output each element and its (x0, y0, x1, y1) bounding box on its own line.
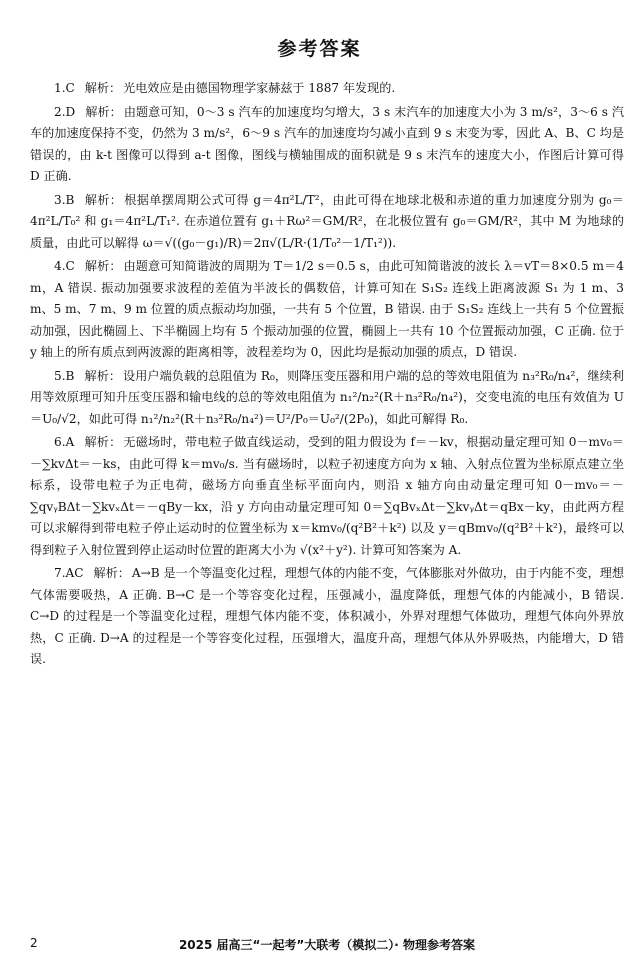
answer-choice: 1.C (54, 81, 75, 95)
analysis-label: 解析： (85, 104, 122, 119)
answer-choice: 2.D (54, 104, 76, 119)
analysis-text: 由题意可知，0～3 s 汽车的加速度均匀增大，3 s 末汽车的加速度大小为 3 m/s²，3～6 s 汽车的加速度保持不变，仍然为 3 m/s²，6～9 s 汽车的加速度均匀减小直到 9 s 末变为零，因此 A、B、C 均是错误的，由 k-t 图像可以得到 a-t 图像，图线与横轴围成的面积就是 9 s 末汽车的速度大小，作图后计算可得 D 正确. (30, 104, 624, 183)
answer-choice: 6.A (54, 435, 75, 449)
answer-item-5 (30, 366, 624, 431)
page-title: 参考答案 (277, 38, 362, 60)
answer-item-6 (30, 432, 624, 561)
analysis-label: 解析： (84, 81, 122, 95)
answer-item-7 (30, 563, 624, 671)
analysis-label: 解析： (84, 192, 123, 207)
answer-choice: 7.AC (54, 566, 84, 580)
analysis-label: 解析： (84, 259, 122, 273)
answer-choice: 4.C (54, 259, 75, 273)
analysis-text: 由题意可知简谐波的周期为 T＝1/2 s＝0.5 s，由此可知简谐波的波长 λ＝vT＝8×0.5 m＝4 m，A 错误. 振动加强要求波程的差值为半波长的偶数倍，计算可知在 S₁S₂ 连线上距离波源 S₁ 为 1 m、3 m、5 m、7 m、9 m 位置的质点振动均加强，一共有 5 个位置，B 错误. 由于 S₁S₂ 连线上一共有 5 个位置振动加强，因此椭圆上、下半椭圆上均有 5 个振动加强的位置，椭圆上一共有 10 个位置振动加强，C 正确. 位于 y 轴上的所有质点到两波源的距离相等，波程差均为 0，因此均是振动加强的质点，D 错误. (30, 259, 624, 359)
answer-choice: 3.B (54, 192, 75, 207)
footer-title: 2025 届高三“一起考”大联考（模拟二）· 物理参考答案 (178, 938, 476, 952)
analysis-text: A→B 是一个等温变化过程，理想气体的内能不变，气体膨胀对外做功，由于内能不变，理想气体需要吸热，A 正确. B→C 是一个等容变化过程，压强减小，温度降低，理想气体的内能减小，B 错误. C→D 的过程是一个等温变化过程，理想气体内能不变，体积减小，外界对理想气体做功，理想气体向外界放热，C 正确. D→A 的过程是一个等容变化过程，压强增大，温度升高，理想气体从外界吸热，内能增大，D 错误. (30, 566, 624, 666)
answer-item-1 (30, 78, 624, 100)
answer-choice: 5.B (54, 368, 75, 383)
answer-item-2 (30, 102, 624, 188)
analysis-text: 根据单摆周期公式可得 g＝4π²L/T²，由此可得在地球北极和赤道的重力加速度分别为 g₀＝4π²L/T₀² 和 g₁＝4π²L/T₁². 在赤道位置有 g₁＋Rω²＝GM/R²，在北极位置有 g₀＝GM/R²，其中 M 为地球的质量，由此可以解得 ω＝√((g₀－g₁)/R)＝2π√(L/R·(1/T₀²－1/T₁²)). (30, 192, 624, 250)
analysis-text: 无磁场时，带电粒子做直线运动，受到的阻力假设为 f＝－kv，根据动量定理可知 0－mv₀＝－∑kvΔt＝－ks，由此可得 k＝mv₀/s. 当有磁场时，以粒子初速度方向为 x 轴、入射点位置为坐标原点建立坐标系，设带电粒子为正电荷，磁场方向垂直坐标平面向内，则沿 x 轴方向由动量定理可知 0－mv₀＝－∑qvᵧBΔt－∑kvₓΔt＝－qBy－kx，沿 y 方向由动量定理可知 0＝∑qBvₓΔt－∑kvᵧΔt＝qBx－ky，由此两方程可以求解得到带电粒子停止运动时的位置坐标为 x＝kmv₀/(q²B²＋k²) 以及 y＝qBmv₀/(q²B²＋k²)，最终可以得到粒子入射位置到停止运动时位置的距离大小为 √(x²＋y²). 计算可知答案为 A. (30, 435, 624, 557)
analysis-label: 解析： (84, 435, 122, 449)
analysis-text: 光电效应是由德国物理学家赫兹于 1887 年发现的. (123, 81, 396, 95)
answer-item-4 (30, 256, 624, 364)
analysis-label: 解析： (93, 566, 130, 580)
analysis-text: 设用户端负载的总阻值为 R₀，则降压变压器和用户端的总的等效电阻值为 n₃²R₀/n₄²，继续利用等效原理可知升压变压器和输电线的总的等效电阻值为 n₁²/n₂²(R＋n₃²R₀/n₄²)，交变电流的电压有效值为 U＝U₀/√2，如此可得 n₁²/n₂²(R＋n₃²R₀/n₄²)＝U²/P₀＝U₀²/(2P₀)，如此可解得 R₀. (30, 368, 624, 426)
page-number: 2 (30, 936, 38, 950)
answer-list (30, 78, 624, 673)
analysis-label: 解析： (84, 368, 122, 383)
answer-item-3 (30, 190, 624, 255)
